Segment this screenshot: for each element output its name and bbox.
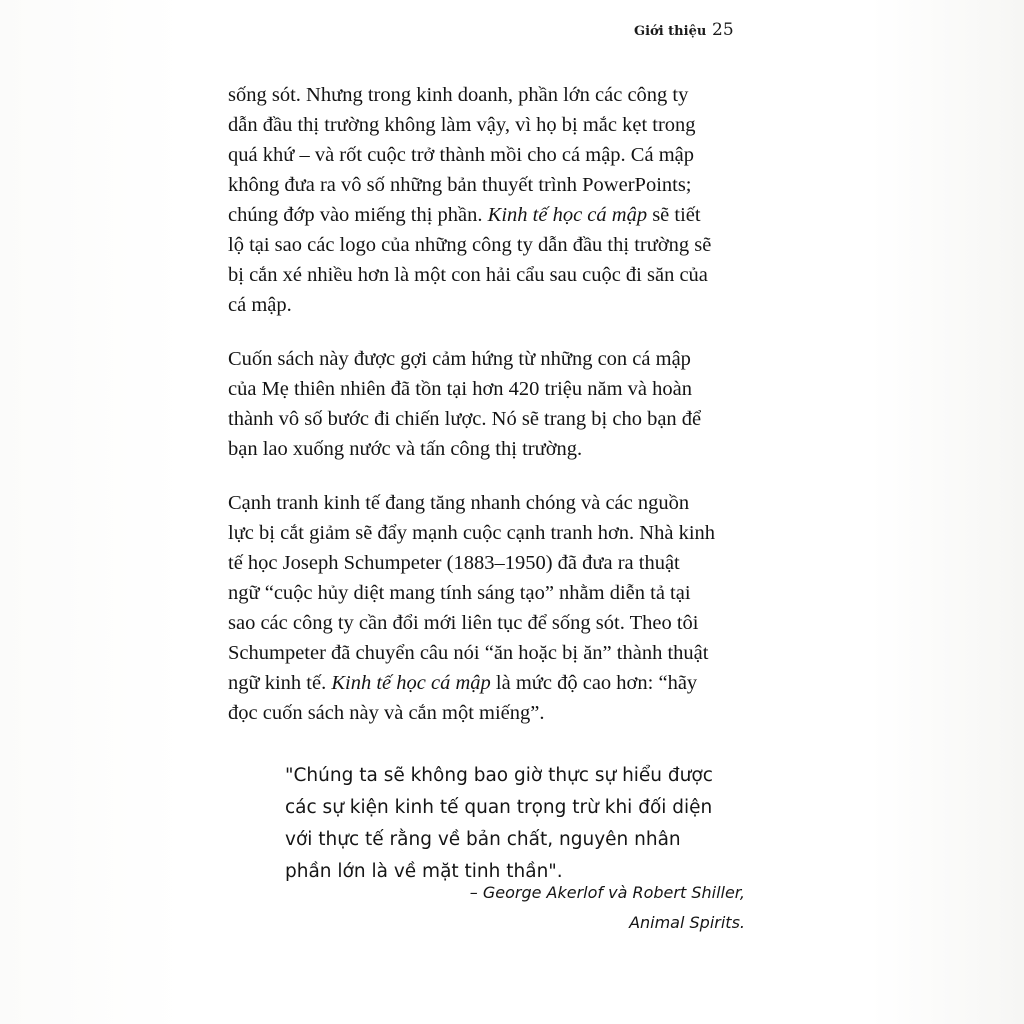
text-segment: Cuốn sách này được gợi cảm hứng từ những con cá mập	[228, 348, 691, 370]
paragraph-3	[228, 488, 788, 728]
quote-attribution	[400, 878, 745, 938]
text-line	[228, 434, 788, 464]
text-line	[228, 548, 788, 578]
page-number: 25	[712, 20, 734, 40]
text-segment: không đưa ra vô số những bản thuyết trình PowerPoints;	[228, 174, 692, 196]
attribution-source: Animal Spirits.	[629, 913, 745, 932]
quote-line: các sự kiện kinh tế quan trọng trừ khi đối diện	[285, 797, 713, 818]
paragraph-gap	[228, 464, 788, 488]
quote-line: "Chúng ta sẽ không bao giờ thực sự hiểu được	[285, 765, 713, 786]
text-line	[228, 260, 788, 290]
text-segment: Schumpeter đã chuyển câu nói “ăn hoặc bị ăn” thành thuật	[228, 642, 709, 664]
text-line	[228, 230, 788, 260]
text-segment: của Mẹ thiên nhiên đã tồn tại hơn 420 triệu năm và hoàn	[228, 378, 692, 400]
block-quote	[285, 760, 755, 888]
text-line	[228, 80, 788, 110]
text-segment: bị cắn xé nhiều hơn là một con hải cẩu sau cuộc đi săn của	[228, 264, 708, 286]
text-segment: dẫn đầu thị trường không làm vậy, vì họ bị mắc kẹt trong	[228, 114, 696, 136]
text-line	[228, 374, 788, 404]
book-title-italic: Kinh tế học cá mập	[487, 204, 648, 226]
paragraph-2	[228, 344, 788, 464]
text-line	[228, 140, 788, 170]
book-title-italic: Kinh tế học cá mập	[331, 672, 491, 694]
paragraph-1	[228, 80, 788, 320]
chapter-title: Giới thiệu	[634, 24, 707, 39]
text-line	[228, 170, 788, 200]
text-line	[228, 404, 788, 434]
text-segment: ngữ kinh tế.	[228, 672, 332, 694]
text-line	[228, 518, 788, 548]
text-segment: lộ tại sao các logo của những công ty dẫn đầu thị trường sẽ	[228, 234, 712, 256]
text-segment: ngữ “cuộc hủy diệt mang tính sáng tạo” nhằm diễn tả tại	[228, 582, 691, 604]
text-segment: sao các công ty cần đổi mới liên tục để sống sót. Theo tôi	[228, 612, 699, 634]
text-segment: thành vô số bước đi chiến lược. Nó sẽ trang bị cho bạn để	[228, 408, 702, 430]
text-segment: lực bị cắt giảm sẽ đẩy mạnh cuộc cạnh tranh hơn. Nhà kinh	[228, 522, 716, 544]
text-segment: cá mập.	[228, 294, 292, 316]
text-line	[228, 200, 788, 230]
text-line	[228, 698, 788, 728]
text-segment: quá khứ – và rốt cuộc trở thành mồi cho cá mập. Cá mập	[228, 144, 694, 166]
text-line	[228, 488, 788, 518]
text-line	[228, 110, 788, 140]
text-segment: đọc cuốn sách này và cắn một miếng”.	[228, 702, 545, 724]
text-segment: sẽ tiết	[647, 204, 701, 226]
paragraph-gap	[228, 320, 788, 344]
body-text	[228, 80, 788, 728]
text-segment: bạn lao xuống nước và tấn công thị trường.	[228, 438, 583, 460]
text-line	[228, 578, 788, 608]
text-line	[228, 638, 788, 668]
text-segment: là mức độ cao hơn: “hãy	[490, 672, 698, 694]
text-segment: chúng đớp vào miếng thị phần.	[228, 204, 488, 226]
text-line	[228, 608, 788, 638]
quote-line: với thực tế rằng về bản chất, nguyên nhân	[285, 829, 681, 850]
text-line	[228, 344, 788, 374]
quote-line: phần lớn là về mặt tinh thần".	[285, 861, 563, 882]
attribution-author: – George Akerlof và Robert Shiller,	[469, 883, 745, 902]
running-header	[600, 18, 750, 48]
text-segment: Cạnh tranh kinh tế đang tăng nhanh chóng và các nguồn	[228, 492, 690, 514]
text-line	[228, 290, 788, 320]
text-segment: sống sót. Nhưng trong kinh doanh, phần lớn các công ty	[228, 84, 689, 106]
text-line	[228, 668, 788, 698]
text-segment: tế học Joseph Schumpeter (1883–1950) đã đưa ra thuật	[228, 552, 680, 574]
